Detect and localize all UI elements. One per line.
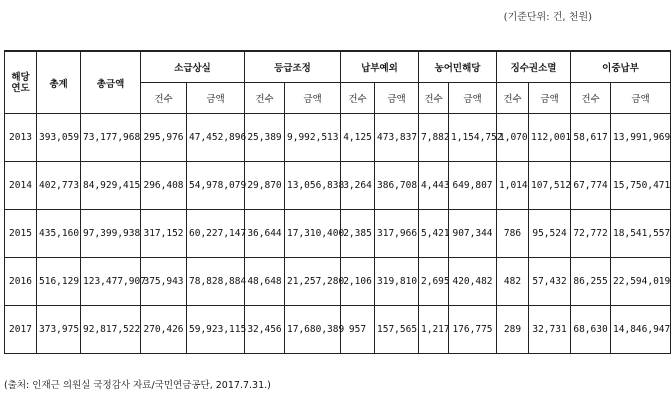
- amount-cell: 15,750,471: [611, 162, 671, 210]
- count-cell: 317,152: [141, 210, 187, 258]
- amount-cell: 60,227,147: [187, 210, 245, 258]
- amount-cell: 17,310,400: [285, 210, 341, 258]
- group-header: 소급상실: [141, 51, 245, 83]
- total-cell: 435,160: [37, 210, 81, 258]
- count-cell: 270,426: [141, 306, 187, 354]
- amount-cell: 157,565: [375, 306, 419, 354]
- stats-table: [4, 50, 671, 354]
- amount-cell: 317,966: [375, 210, 419, 258]
- amount-header: 금액: [611, 83, 671, 114]
- amount-cell: 176,775: [449, 306, 497, 354]
- group-header: 등급조정: [245, 51, 341, 83]
- amount-cell: 9,992,513: [285, 114, 341, 162]
- count-header: 건수: [141, 83, 187, 114]
- total-cell: 393,059: [37, 114, 81, 162]
- count-cell: 3,264: [341, 162, 375, 210]
- year-cell: 2015: [5, 210, 37, 258]
- table-row: [5, 306, 671, 354]
- count-cell: 5,421: [419, 210, 449, 258]
- group-header: 징수권소멸: [497, 51, 571, 83]
- table-row: [5, 210, 671, 258]
- count-cell: 2,695: [419, 258, 449, 306]
- count-header: 건수: [245, 83, 285, 114]
- amount-cell: 1,154,752: [449, 114, 497, 162]
- count-cell: 72,772: [571, 210, 611, 258]
- amount-cell: 907,344: [449, 210, 497, 258]
- total-amount-header: 총금액: [81, 51, 141, 114]
- count-cell: 2,106: [341, 258, 375, 306]
- total-cell: 373,975: [37, 306, 81, 354]
- total-amount-cell: 123,477,907: [81, 258, 141, 306]
- count-cell: 375,943: [141, 258, 187, 306]
- amount-cell: 112,001: [529, 114, 571, 162]
- year-cell: 2016: [5, 258, 37, 306]
- count-cell: 296,408: [141, 162, 187, 210]
- count-cell: 4,125: [341, 114, 375, 162]
- amount-cell: 13,056,838: [285, 162, 341, 210]
- amount-cell: 649,807: [449, 162, 497, 210]
- year-header: 해당 연도: [5, 51, 37, 114]
- table-row: [5, 258, 671, 306]
- amount-header: 금액: [187, 83, 245, 114]
- count-cell: 289: [497, 306, 529, 354]
- year-cell: 2014: [5, 162, 37, 210]
- amount-header: 금액: [529, 83, 571, 114]
- source-note: (출처: 인재근 의원실 국정감사 자료/국민연금공단, 2017.7.31.): [4, 380, 271, 391]
- count-cell: 786: [497, 210, 529, 258]
- count-cell: 36,644: [245, 210, 285, 258]
- group-header: 농어민해당: [419, 51, 497, 83]
- amount-cell: 386,708: [375, 162, 419, 210]
- table-row: [5, 114, 671, 162]
- total-cell: 402,773: [37, 162, 81, 210]
- amount-header: 금액: [285, 83, 341, 114]
- amount-cell: 13,991,969: [611, 114, 671, 162]
- count-cell: 67,774: [571, 162, 611, 210]
- count-cell: 48,648: [245, 258, 285, 306]
- amount-cell: 473,837: [375, 114, 419, 162]
- amount-cell: 54,978,079: [187, 162, 245, 210]
- count-cell: 25,389: [245, 114, 285, 162]
- amount-cell: 17,680,389: [285, 306, 341, 354]
- amount-cell: 107,512: [529, 162, 571, 210]
- table-row: [5, 162, 671, 210]
- total-header: 총계: [37, 51, 81, 114]
- year-cell: 2013: [5, 114, 37, 162]
- year-cell: 2017: [5, 306, 37, 354]
- amount-cell: 95,524: [529, 210, 571, 258]
- amount-cell: 319,810: [375, 258, 419, 306]
- count-header: 건수: [571, 83, 611, 114]
- unit-note: (기준단위: 건, 천원): [503, 12, 592, 23]
- amount-cell: 57,432: [529, 258, 571, 306]
- count-cell: 86,255: [571, 258, 611, 306]
- count-cell: 957: [341, 306, 375, 354]
- amount-cell: 78,828,884: [187, 258, 245, 306]
- amount-cell: 47,452,896: [187, 114, 245, 162]
- group-header: 이중납부: [571, 51, 671, 83]
- amount-header: 금액: [449, 83, 497, 114]
- amount-cell: 420,482: [449, 258, 497, 306]
- total-cell: 516,129: [37, 258, 81, 306]
- count-cell: 482: [497, 258, 529, 306]
- count-cell: 2,385: [341, 210, 375, 258]
- count-cell: 58,617: [571, 114, 611, 162]
- count-cell: 68,630: [571, 306, 611, 354]
- count-cell: 32,456: [245, 306, 285, 354]
- count-cell: 1,217: [419, 306, 449, 354]
- amount-cell: 59,923,115: [187, 306, 245, 354]
- total-amount-cell: 92,817,522: [81, 306, 141, 354]
- total-amount-cell: 73,177,968: [81, 114, 141, 162]
- total-amount-cell: 97,399,938: [81, 210, 141, 258]
- count-header: 건수: [341, 83, 375, 114]
- count-cell: 7,882: [419, 114, 449, 162]
- group-header: 납부예외: [341, 51, 419, 83]
- amount-cell: 21,257,280: [285, 258, 341, 306]
- amount-cell: 18,541,557: [611, 210, 671, 258]
- count-header: 건수: [419, 83, 449, 114]
- count-cell: 29,870: [245, 162, 285, 210]
- amount-cell: 14,846,947: [611, 306, 671, 354]
- count-cell: 1,014: [497, 162, 529, 210]
- count-header: 건수: [497, 83, 529, 114]
- amount-header: 금액: [375, 83, 419, 114]
- count-cell: 4,443: [419, 162, 449, 210]
- amount-cell: 22,594,019: [611, 258, 671, 306]
- count-cell: 295,976: [141, 114, 187, 162]
- total-amount-cell: 84,929,415: [81, 162, 141, 210]
- count-cell: 1,070: [497, 114, 529, 162]
- amount-cell: 32,731: [529, 306, 571, 354]
